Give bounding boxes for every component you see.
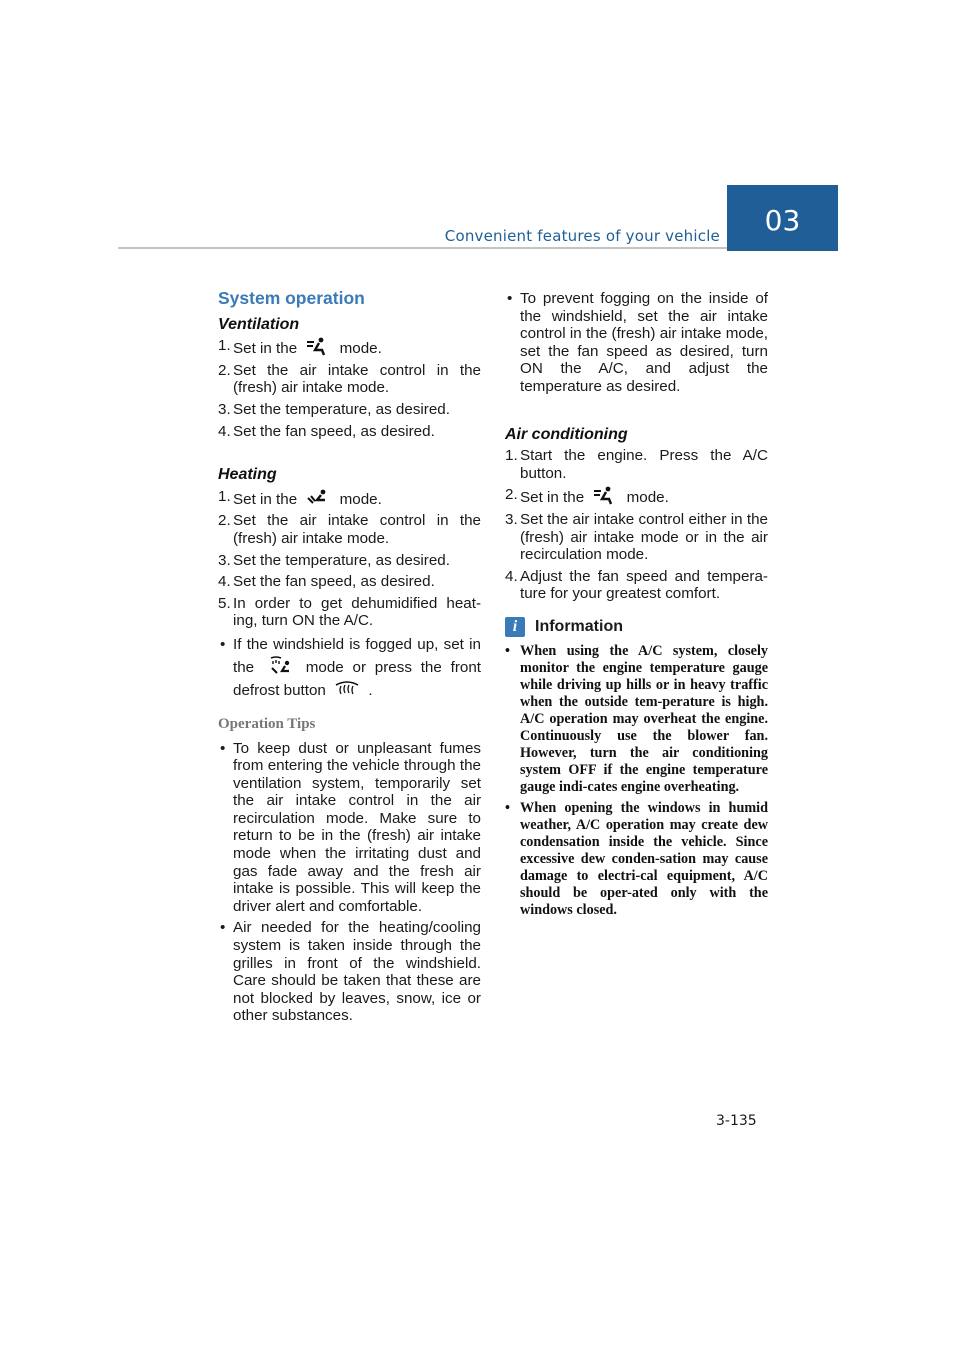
page-number: 3-135 bbox=[716, 1113, 757, 1129]
ac-step-2: 2. Set in the mode. bbox=[505, 486, 669, 507]
ac-step-4: 4. Adjust the fan speed and tempera-ture for your greatest comfort. bbox=[505, 567, 768, 603]
bullet-text: If the windshield is fogged up, set in the bbox=[233, 635, 481, 676]
chapter-tab: 03 bbox=[727, 185, 838, 251]
fogging-bullet: • To prevent fogging on the inside of the windshield, set the air intake control in the (fresh) air intake mode, set the fan speed as desired, turn ON the A/C, and adjust the temperature as desired. bbox=[507, 290, 768, 395]
floor-mode-icon bbox=[305, 488, 331, 508]
step-text: Set the fan speed, as desired. bbox=[233, 422, 435, 440]
ventilation-step-4: 4. Set the fan speed, as desired. bbox=[218, 422, 435, 440]
heating-step-1: 1. Set in the mode. bbox=[218, 487, 382, 508]
ventilation-step-1: 1. Set in the mode. bbox=[218, 337, 382, 358]
information-header bbox=[505, 617, 768, 637]
information-icon: i bbox=[505, 617, 525, 637]
info-bullet-1: • When using the A/C system, closely monitor the engine temperature gauge while driving up hills or in heavy traffic when the outside tem-perature is high. A/C operation may overheat the engine. Continuously use the blower fan. However, turn the air conditioning system OFF if the engine temperature gauge indi-cates engine overheating. bbox=[505, 642, 768, 795]
heating-step-2: 2. Set the air intake control in the (fresh) air intake mode. bbox=[218, 512, 481, 547]
step-text: Start the engine. Press the A/C button. bbox=[520, 447, 768, 482]
face-vent-mode-icon bbox=[305, 337, 331, 357]
ventilation-heading: Ventilation bbox=[218, 315, 300, 333]
bullet-text: . bbox=[368, 681, 373, 699]
step-text: Set the air intake control in the (fresh) air intake mode. bbox=[233, 361, 481, 397]
heating-step-5: 5. In order to get dehumidified heat-ing, turn ON the A/C. bbox=[218, 594, 481, 630]
floor-defrost-mode-icon bbox=[267, 656, 293, 676]
ventilation-step-2: 2. Set the air intake control in the (fresh) air intake mode. bbox=[218, 361, 481, 397]
step-text: Set in the bbox=[233, 490, 298, 508]
step-text: mode. bbox=[339, 340, 382, 358]
heating-heading: Heating bbox=[218, 466, 277, 484]
heating-step-3: 3. Set the temperature, as desired. bbox=[218, 551, 450, 569]
face-vent-mode-icon bbox=[592, 486, 618, 506]
running-header-title: Convenient features of your vehicle bbox=[444, 227, 720, 245]
ventilation-step-3: 3. Set the temperature, as desired. bbox=[218, 400, 450, 418]
step-text: Set the temperature, as desired. bbox=[233, 551, 450, 569]
right-column bbox=[505, 290, 768, 923]
step-text: Set the temperature, as desired. bbox=[233, 400, 450, 418]
bullet-text: mode or press the front defrost button bbox=[233, 658, 481, 699]
heating-step-4: 4. Set the fan speed, as desired. bbox=[218, 573, 435, 591]
front-defrost-icon bbox=[334, 679, 360, 699]
bullet-text: To prevent fogging on the inside of the windshield, set the air intake control in the (fresh) air intake mode, set the fan speed as desired, turn ON the A/C, and adjust the temperature as desired. bbox=[520, 290, 768, 395]
bullet-text: To keep dust or unpleasant fumes from entering the vehicle through the ventilation system, temporarily set the air intake control in the air recirculation mode. Make sure to return to be in the (fresh) air intake mode when the irritating dust and gas fade away and the fresh air intake is possible. This will keep the driver alert and comfortable. bbox=[233, 739, 481, 915]
step-text: Set the air intake control either in the (fresh) air intake mode or in the air recirculation mode. bbox=[520, 510, 768, 564]
step-text: mode. bbox=[339, 490, 382, 508]
step-text: mode. bbox=[626, 489, 669, 507]
step-text: Set in the bbox=[520, 489, 585, 507]
bullet-text: When using the A/C system, closely monitor the engine temperature gauge while driving up hills or in heavy traffic when the outside tem-perature is high. A/C operation may overheat the engine. Continuously use the blower fan. However, turn the air conditioning system OFF if the engine temperature gauge indi-cates engine overheating. bbox=[520, 642, 768, 795]
left-column bbox=[218, 290, 481, 1029]
bullet-text: When opening the windows in humid weather, A/C operation may create dew condensation inside the vehicle. Since excessive dew conden-sation may cause damage to electri-cal equipment, A/C should be oper-ated only with the windows closed. bbox=[520, 799, 768, 918]
ac-step-1: 1. Start the engine. Press the A/C button. bbox=[505, 447, 768, 482]
operation-tips-heading: Operation Tips bbox=[218, 715, 316, 732]
air-conditioning-heading: Air conditioning bbox=[505, 425, 628, 443]
step-text: Adjust the fan speed and tempera-ture for your greatest comfort. bbox=[520, 567, 768, 603]
tips-bullet-2: • Air needed for the heating/cooling system is taken inside through the grilles in front of the windshield. Care should be taken that these are not blocked by leaves, snow, ice or other substances. bbox=[220, 919, 481, 1025]
tips-bullet-1: • To keep dust or unpleasant fumes from entering the vehicle through the ventilation system, temporarily set the air intake control in the air recirculation mode. Make sure to return to be in the (fresh) air intake mode when the irritating dust and gas fade away and the fresh air intake is possible. This will keep the driver alert and comfortable. bbox=[220, 739, 481, 915]
info-bullet-2: • When opening the windows in humid weather, A/C operation may create dew condensation inside the vehicle. Since excessive dew conden-sation may cause damage to electri-cal equipment, A/C should be oper-ated only with the windows closed. bbox=[505, 799, 768, 918]
bullet-text: Air needed for the heating/cooling system is taken inside through the grilles in front of the windshield. Care should be taken that these are not blocked by leaves, snow, ice or other substances. bbox=[233, 919, 481, 1025]
heating-defog-bullet: • If the windshield is fogged up, set in the mode or press the front defrost button . bbox=[220, 635, 481, 699]
ac-step-3: 3. Set the air intake control either in the (fresh) air intake mode or in the air recirculation mode. bbox=[505, 510, 768, 564]
step-text: In order to get dehumidified heat-ing, turn ON the A/C. bbox=[233, 594, 481, 630]
step-text: Set the fan speed, as desired. bbox=[233, 573, 435, 591]
information-heading: Information bbox=[535, 618, 623, 636]
step-text: Set in the bbox=[233, 340, 298, 358]
step-text: Set the air intake control in the (fresh) air intake mode. bbox=[233, 512, 481, 547]
section-title: System operation bbox=[218, 288, 365, 308]
